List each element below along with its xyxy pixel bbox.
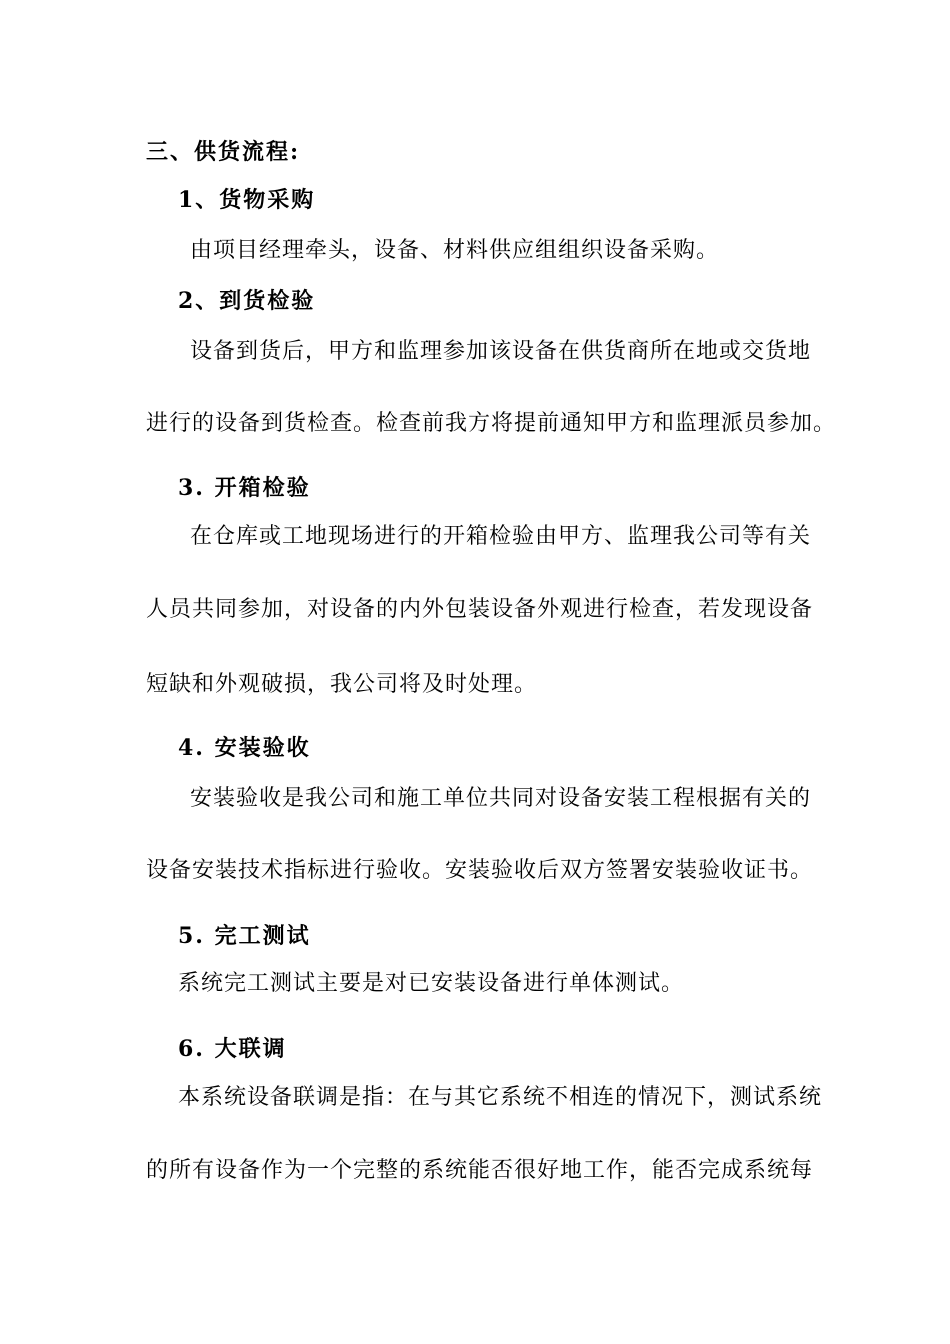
paragraph-line: 安装验收是我公司和施工单位共同对设备安装工程根据有关的 bbox=[190, 786, 812, 811]
item-heading-completion-test: 5. 完工测试 bbox=[178, 923, 311, 949]
paragraph-line: 设备到货后，甲方和监理参加该设备在供货商所在地或交货地 bbox=[190, 339, 812, 364]
item-heading-joint-debugging: 6. 大联调 bbox=[178, 1036, 287, 1062]
item-heading-procurement: 1、货物采购 bbox=[178, 187, 316, 213]
item-heading-unboxing-inspection: 3. 开箱检验 bbox=[178, 475, 311, 501]
paragraph-line: 本系统设备联调是指：在与其它系统不相连的情况下，测试系统 bbox=[178, 1085, 823, 1110]
paragraph-line: 系统完工测试主要是对已安装设备进行单体测试。 bbox=[178, 971, 685, 996]
section-title: 三、供货流程: bbox=[146, 139, 301, 165]
paragraph-line: 的所有设备作为一个完整的系统能否很好地工作，能否完成系统每 bbox=[146, 1158, 814, 1183]
item-heading-installation-acceptance: 4. 安装验收 bbox=[178, 735, 311, 761]
paragraph-line: 进行的设备到货检查。检查前我方将提前通知甲方和监理派员参加。 bbox=[146, 411, 837, 436]
paragraph-line: 由项目经理牵头，设备、材料供应组组织设备采购。 bbox=[190, 238, 720, 263]
item-heading-arrival-inspection: 2、到货检验 bbox=[178, 288, 316, 314]
paragraph-line: 人员共同参加，对设备的内外包装设备外观进行检查，若发现设备 bbox=[146, 597, 814, 622]
paragraph-line: 在仓库或工地现场进行的开箱检验由甲方、监理我公司等有关 bbox=[190, 524, 812, 549]
paragraph-line: 设备安装技术指标进行验收。安装验收后双方签署安装验收证书。 bbox=[146, 858, 814, 883]
paragraph-line: 短缺和外观破损，我公司将及时处理。 bbox=[146, 672, 538, 697]
